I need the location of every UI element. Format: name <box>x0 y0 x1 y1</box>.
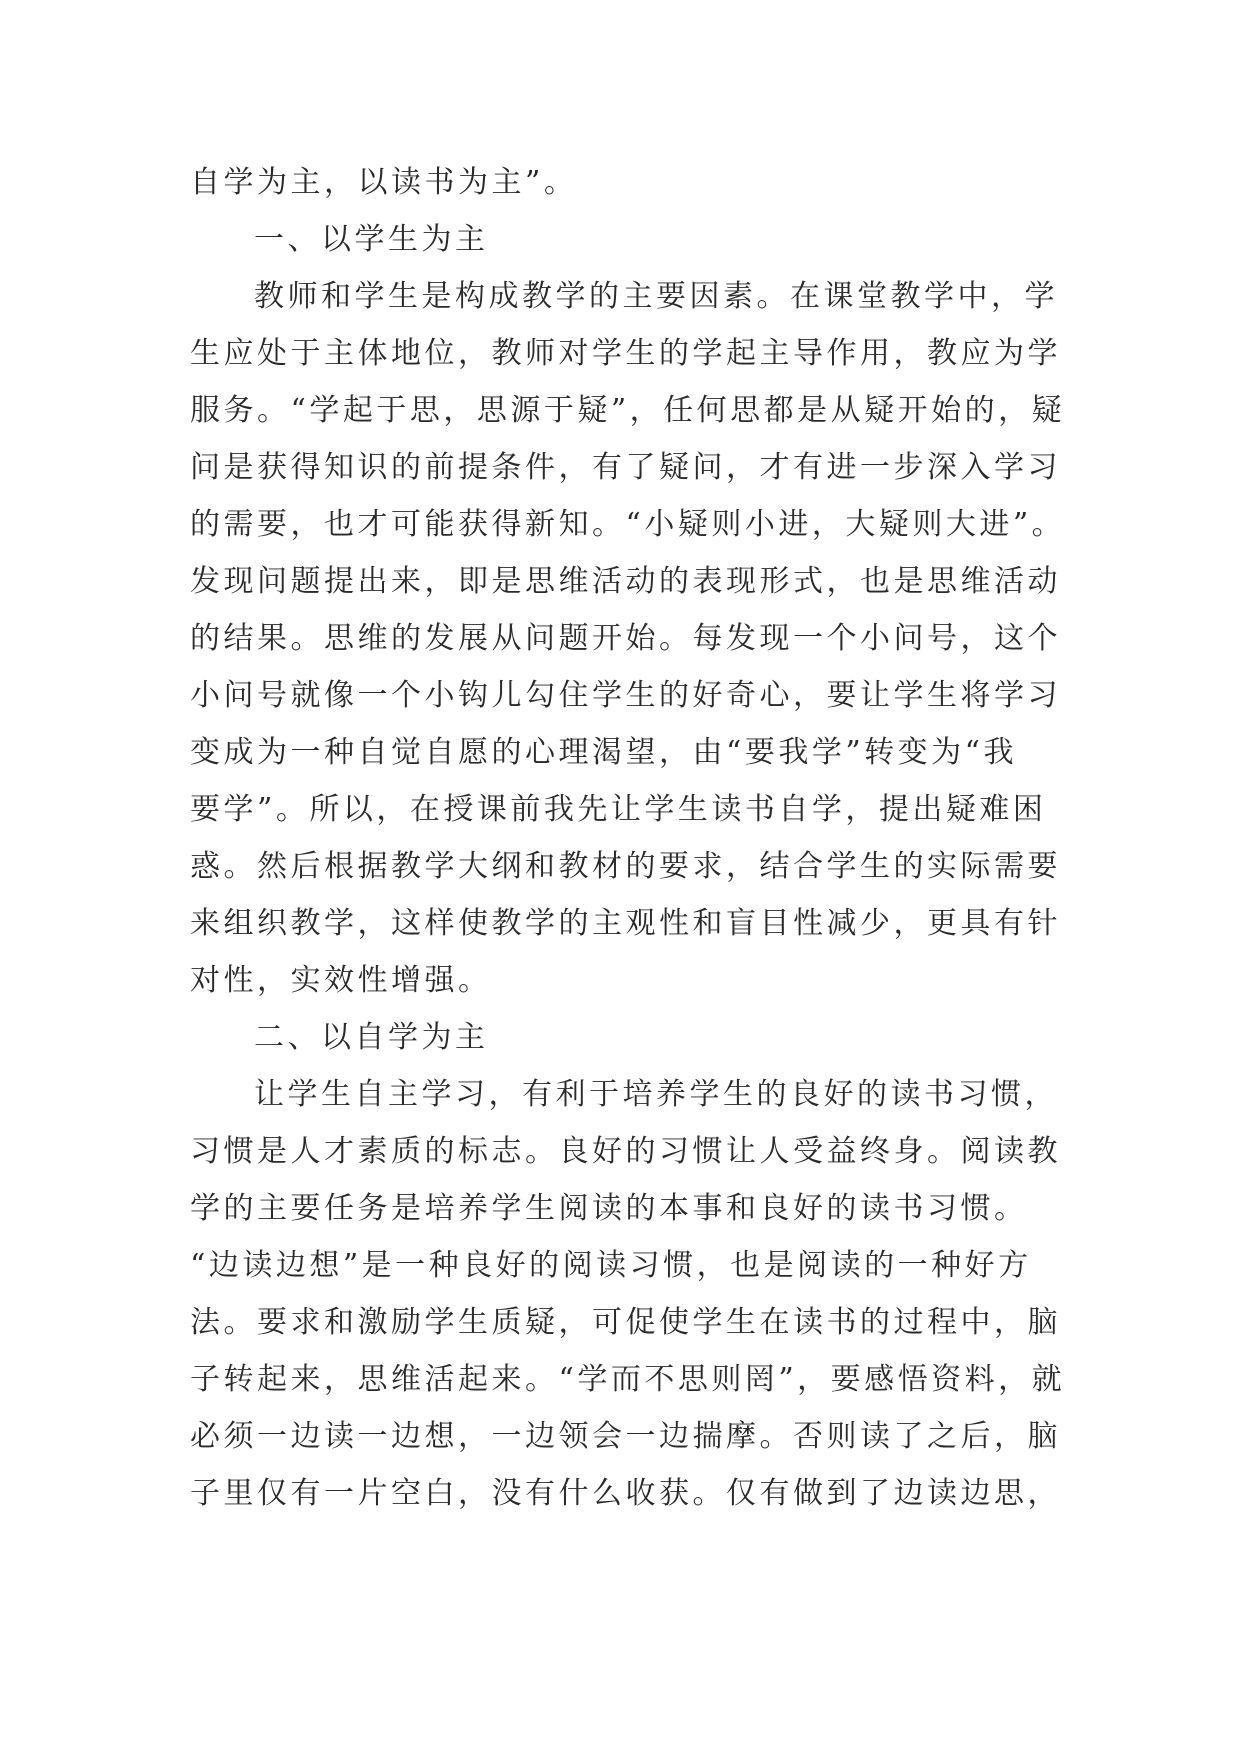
text-line: 对性，实效性增强。 <box>190 963 492 998</box>
text-line: 的需要，也才可能获得新知。“小疑则小进，大疑则大进”。 <box>190 507 1066 542</box>
text-line: 变成为一种自觉自愿的心理渴望，由“要我学”转变为“我 <box>190 735 1018 770</box>
section-heading: 二、以自学为主 <box>254 1020 489 1055</box>
text-line: 服务。“学起于思，思源于疑”，任何思都是从疑开始的，疑 <box>190 393 1066 428</box>
text-line: 来组织教学，这样使教学的主观性和盲目性减少，更具有针 <box>190 906 1061 941</box>
text-line: 自学为主，以读书为主”。 <box>190 165 578 200</box>
text-line: “边读边想”是一种良好的阅读习惯，也是阅读的一种好方 <box>190 1248 1032 1283</box>
text-line: 小问号就像一个小钩儿勾住学生的好奇心，要让学生将学习 <box>190 678 1061 713</box>
text-line: 惑。然后根据教学大纲和教材的要求，结合学生的实际需要 <box>190 849 1061 884</box>
text-line: 生应处于主体地位，教师对学生的学起主导作用，教应为学 <box>190 336 1061 371</box>
text-line: 教师和学生是构成教学的主要因素。在课堂教学中，学 <box>254 279 1058 314</box>
text-line: 的结果。思维的发展从问题开始。每发现一个小问号，这个 <box>190 621 1061 656</box>
text-line: 让学生自主学习，有利于培养学生的良好的读书习惯， <box>254 1077 1058 1112</box>
text-line: 问是获得知识的前提条件，有了疑问，才有进一步深入学习 <box>190 450 1061 485</box>
text-line: 子转起来，思维活起来。“学而不思则罔”，要感悟资料，就 <box>190 1362 1066 1397</box>
text-line: 必须一边读一边想，一边领会一边揣摩。否则读了之后，脑 <box>190 1419 1061 1454</box>
text-line: 要学”。所以，在授课前我先让学生读书自学，提出疑难困 <box>190 792 1047 827</box>
text-line: 子里仅有一片空白，没有什么收获。仅有做到了边读边思， <box>190 1476 1061 1511</box>
section-heading: 一、以学生为主 <box>254 222 489 257</box>
text-line: 法。要求和激励学生质疑，可促使学生在读书的过程中，脑 <box>190 1305 1061 1340</box>
text-line: 学的主要任务是培养学生阅读的本事和良好的读书习惯。 <box>190 1191 1028 1226</box>
text-line: 发现问题提出来，即是思维活动的表现形式，也是思维活动 <box>190 564 1061 599</box>
text-line: 习惯是人才素质的标志。良好的习惯让人受益终身。阅读教 <box>190 1134 1061 1169</box>
